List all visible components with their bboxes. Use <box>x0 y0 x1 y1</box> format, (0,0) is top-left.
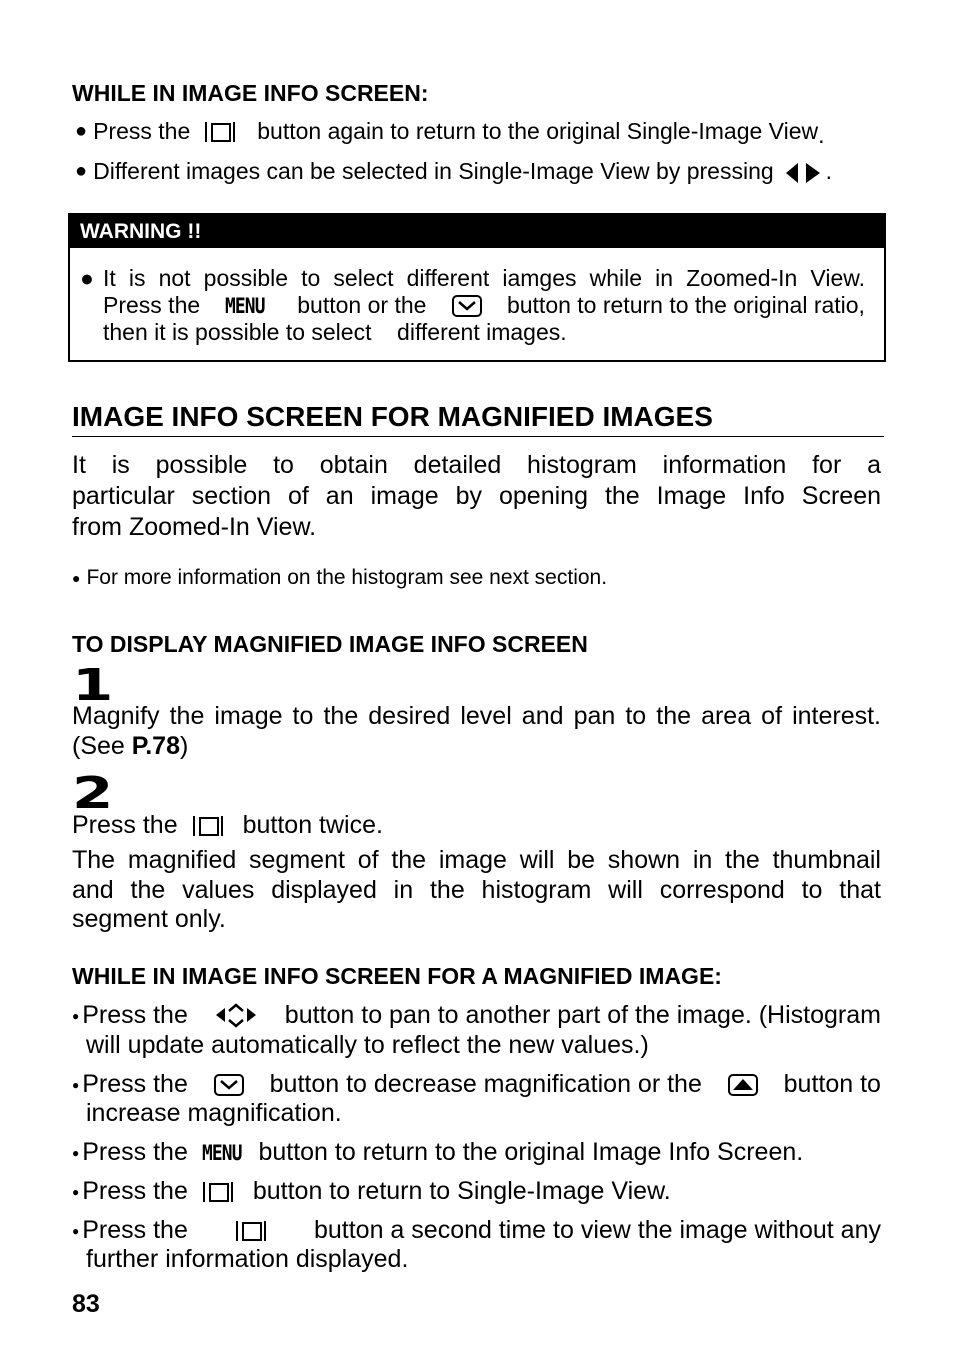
paragraph-line: The magnified segment of the image will be shown in the thumbnail <box>72 846 881 874</box>
bullet-different-images <box>75 158 832 185</box>
menu-button-icon: MENU <box>225 293 266 318</box>
bullet-continuation: will update automatically to reflect the new values.) <box>86 1031 649 1059</box>
bullet-dot: ● <box>72 1077 80 1092</box>
step1-text: ) <box>179 732 189 760</box>
bullet-text: Press the <box>82 1070 188 1098</box>
step1-text: (See <box>72 732 132 760</box>
warning-title: WARNING !! <box>70 215 884 248</box>
warning-text: button to return to the original ratio, <box>506 292 865 318</box>
bullet-text: Press the <box>82 1216 188 1244</box>
warning-text: Press the <box>103 292 201 318</box>
note-text: For more information on the histogram see next section. <box>86 566 608 589</box>
bullet-text: button to pan to another part of the image. (Histogram <box>284 1001 881 1029</box>
bullet-text: Different images can be selected in Single-Image View by pressing <box>93 158 774 184</box>
paragraph-line: segment only. <box>72 905 226 933</box>
display-button-icon <box>205 122 235 142</box>
section-heading-image-info: WHILE IN IMAGE INFO SCREEN: <box>72 80 429 106</box>
display-button-icon <box>236 1221 266 1241</box>
bullet-end: . <box>818 122 825 148</box>
bullet-pan <box>72 1001 881 1030</box>
warning-line-2 <box>103 292 865 319</box>
step1-line-1: Magnify the image to the desired level and pan to the area of interest. <box>72 702 881 730</box>
bullet-text: Press the <box>82 1001 188 1029</box>
warning-line-3: then it is possible to select different images. <box>103 319 567 345</box>
bullet-text: button a second time to view the image without any <box>313 1216 881 1244</box>
warning-line-1: It is not possible to select different iamges while in Zoomed-In View. <box>103 265 865 291</box>
bullet-continuation: increase magnification. <box>86 1099 342 1127</box>
bullet-text: Press the <box>82 1177 188 1205</box>
bullet-menu <box>72 1138 803 1167</box>
step2-line-1 <box>72 811 383 840</box>
bullet-continuation: further information displayed. <box>86 1245 409 1273</box>
title-underline <box>72 436 884 437</box>
bullet-text: Press the <box>82 1138 188 1166</box>
zoom-out-key-icon <box>452 295 482 317</box>
four-way-arrows-icon <box>216 1003 256 1029</box>
menu-button-icon: MENU <box>201 1140 242 1165</box>
bullet-press-display <box>75 118 825 148</box>
step2-text: button twice. <box>242 811 383 839</box>
bullet-text: button to <box>783 1070 881 1098</box>
step-number-1: 1 <box>72 660 114 711</box>
step-number-2: 2 <box>72 768 114 819</box>
bullet-dot: ● <box>75 120 88 142</box>
left-right-arrows-icon <box>786 162 820 182</box>
zoom-out-key-icon <box>214 1074 244 1096</box>
paragraph-line: from Zoomed-In View. <box>72 513 317 541</box>
step1-line-2 <box>72 732 188 761</box>
section-heading-display-magnified: TO DISPLAY MAGNIFIED IMAGE INFO SCREEN <box>72 631 588 657</box>
zoom-in-key-icon <box>728 1074 758 1096</box>
bullet-second-time <box>72 1216 881 1245</box>
bullet-dot: ● <box>72 1008 80 1023</box>
page-number: 83 <box>72 1290 100 1318</box>
page-reference: P.78 <box>131 732 180 760</box>
bullet-single-view <box>72 1177 671 1206</box>
bullet-text: button to decrease magnification or the <box>269 1070 702 1098</box>
bullet-text: button again to return to the original Single-Image View <box>257 118 819 144</box>
paragraph-line: particular section of an image by opening the Image Info Screen <box>72 482 881 510</box>
section-title-magnified: IMAGE INFO SCREEN FOR MAGNIFIED IMAGES <box>72 401 713 432</box>
display-button-icon <box>203 1182 233 1202</box>
warning-box <box>68 213 886 362</box>
display-button-icon <box>193 816 223 836</box>
bullet-text: button to return to the original Image Info Screen. <box>258 1138 804 1166</box>
bullet-end: . <box>825 158 833 184</box>
bullet-dot: ● <box>72 1184 80 1199</box>
section-heading-magnified-info: WHILE IN IMAGE INFO SCREEN FOR A MAGNIFIED IMAGE: <box>72 963 722 989</box>
bullet-dot: ● <box>72 1145 80 1160</box>
paragraph-line: and the values displayed in the histogram will correspond to that <box>72 876 881 904</box>
note-histogram <box>72 566 607 590</box>
bullet-dot: ● <box>80 265 94 291</box>
step2-text: Press the <box>72 811 178 839</box>
bullet-dot: ● <box>75 160 88 182</box>
bullet-dot: ● <box>72 570 81 586</box>
bullet-text: Press the <box>93 118 191 144</box>
bullet-zoom <box>72 1070 881 1099</box>
bullet-text: button to return to Single-Image View. <box>252 1177 671 1205</box>
paragraph-line: It is possible to obtain detailed histogram information for a <box>72 451 881 479</box>
warning-text: button or the <box>297 292 427 318</box>
bullet-dot: ● <box>72 1223 80 1238</box>
